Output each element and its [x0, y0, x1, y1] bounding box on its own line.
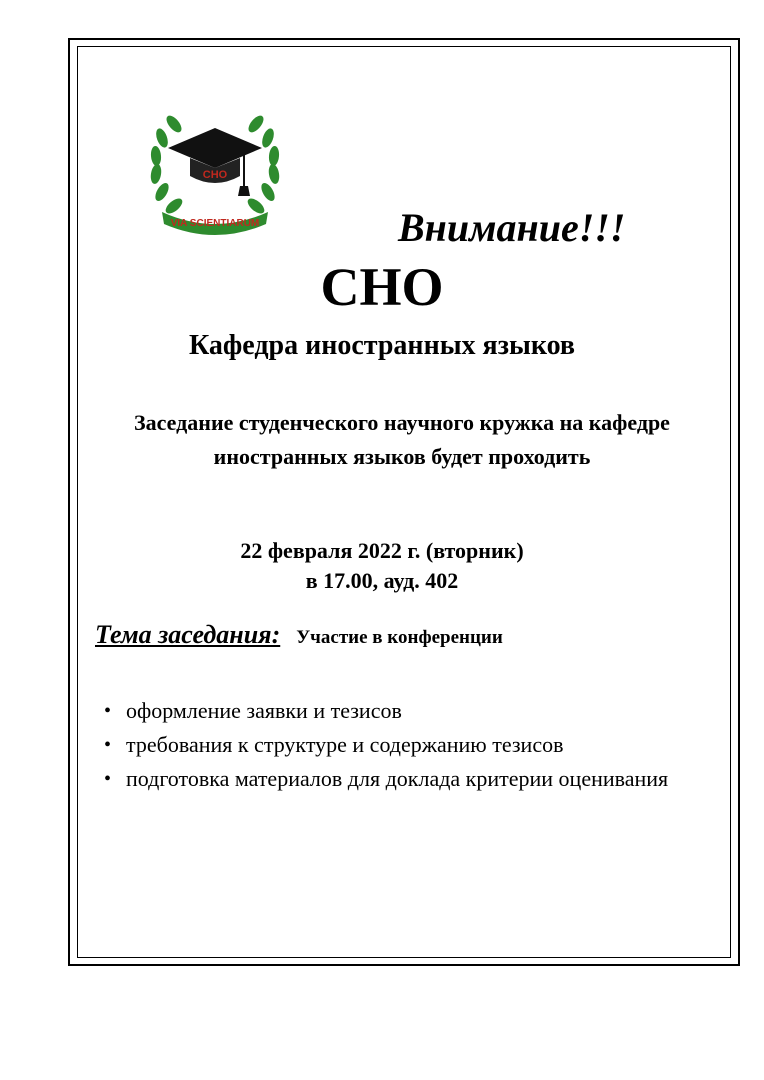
agenda-list: [100, 694, 696, 796]
bullet-icon: •: [104, 768, 112, 790]
list-item: • требования к структуре и содержанию тезисов: [100, 728, 696, 762]
list-item: • подготовка материалов для доклада критерии оценивания: [100, 762, 696, 796]
meeting-time-room: в 17.00, ауд. 402: [305, 568, 459, 593]
list-item: • оформление заявки и тезисов: [100, 694, 696, 728]
sno-title: СНО: [320, 257, 444, 317]
bullet-icon: •: [104, 700, 112, 722]
logo-inner-text: СНО: [202, 169, 228, 181]
sno-logo: [140, 100, 290, 240]
meeting-date-block: [0, 536, 764, 596]
logo-motto: VIA SCIENTIARUM: [170, 218, 260, 229]
topic-line: [95, 620, 503, 650]
department-title: Кафедра иностранных языков: [188, 330, 576, 361]
attention-heading: Внимание!!!: [398, 205, 626, 250]
topic-value: Участие в конференции: [296, 627, 503, 648]
topic-label: Тема заседания:: [95, 620, 281, 649]
meeting-announcement: Заседание студенческого научного кружка на кафедре иностранных языков будет проходить: [134, 410, 670, 469]
bullet-icon: •: [104, 734, 112, 756]
meeting-date: 22 февраля 2022 г. (вторник): [240, 538, 524, 563]
